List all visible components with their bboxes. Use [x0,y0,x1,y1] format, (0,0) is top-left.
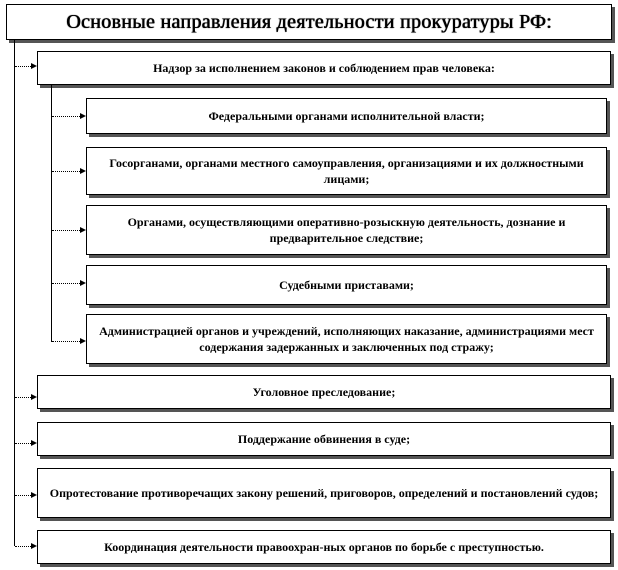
supervision-item-text: Органами, осуществляющими оперативно-розыскную деятельность, дознание и предварительное следствие; [127,214,566,245]
arrow-direction-3 [31,492,37,498]
direction-text: Поддержание обвинения в суде; [237,431,411,446]
arrow-direction-2 [31,440,37,446]
diagram-title-text: Основные направления деятельности прокуратуры РФ: [66,10,552,33]
supervision-label: Надзор за исполнением законов и соблюдением прав человека: [153,60,495,75]
arrow-item-2 [80,168,86,174]
direction-coordination [37,530,611,564]
main-connector-line [14,40,15,546]
arrow-item-3 [80,227,86,233]
supervision-item-government-bodies [86,147,607,195]
supervision-item-text: Администрацией органов и учреждений, исполняющих наказание, администрациями мест содержания задержанных и заключенных под стражу; [99,323,594,354]
direction-criminal-prosecution [37,375,611,409]
arrow-supervision [31,63,37,69]
arrow-item-5 [80,338,86,344]
arrow-item-4 [80,280,86,286]
supervision-box [37,51,611,85]
direction-text: Опротестование противоречащих закону решений, приговоров, определений и постановлений судов; [49,485,599,500]
sub-connector-line [51,85,52,342]
arrow-direction-1 [31,394,37,400]
supervision-item-bailiffs [86,265,607,305]
arrow-direction-4 [31,543,37,549]
supervision-item-text: Госорганами, органами местного самоуправления, организациями и их должностными лицами; [109,155,584,186]
supervision-item-penal-institutions [86,314,607,364]
direction-text: Координация деятельности правоохран-ных органов по борьбе с преступностью. [104,539,544,554]
direction-appeal-court-decisions [37,468,611,518]
arrow-item-1 [80,113,86,119]
direction-prosecution-support [37,422,611,456]
supervision-item-text: Федеральными органами исполнительной власти; [208,108,485,123]
supervision-item-federal [86,98,607,134]
diagram-title [6,4,612,40]
direction-text: Уголовное преследование; [252,384,396,399]
supervision-item-text: Судебными приставами; [279,277,414,292]
supervision-item-investigative-bodies [86,205,607,255]
